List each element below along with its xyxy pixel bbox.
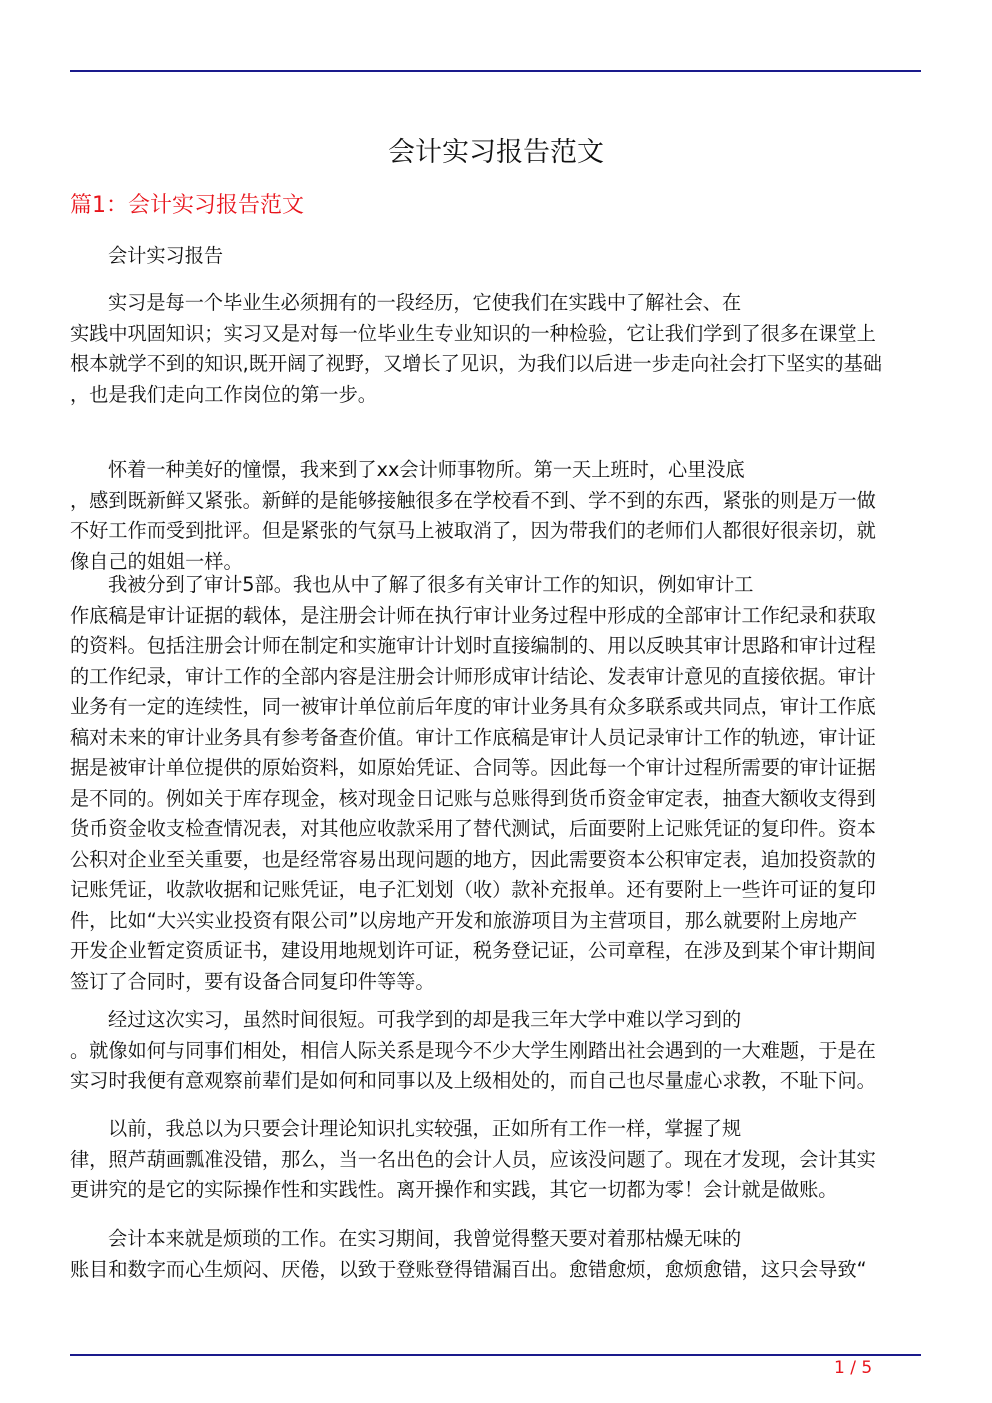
text-line: 经过这次实习，虽然时间很短。可我学到的却是我三年大学中难以学习到的 [108, 1008, 742, 1031]
document-title: 会计实习报告范文 [388, 137, 604, 168]
text-line: 根本就学不到的知识,既开阔了视野，又增长了见识，为我们以后进一步走向社会打下坚实的基础 [70, 352, 882, 375]
text-line: 像自己的姐姐一样。 [70, 549, 243, 573]
text-line: 不好工作而受到批评。但是紧张的气氛马上被取消了，因为带我们的老师们人都很好很亲切，就 [70, 519, 876, 542]
text-line: 更讲究的是它的实际操作性和实践性。离开操作和实践，其它一切都为零！会计就是做账。 [70, 1178, 838, 1201]
text-line: 稿对未来的审计业务具有参考备查价值。审计工作底稿是审计人员记录审计工作的轨迹，审计证 [70, 725, 876, 749]
paragraph [70, 1005, 916, 1097]
text-line: 公积对企业至关重要，也是经常容易出现问题的地方，因此需要资本公积审定表，追加投资款的 [70, 847, 876, 871]
text-line: 我被分到了审计5部。我也从中了解了很多有关审计工作的知识，例如审计工 [108, 573, 754, 596]
text-line: 会计实习报告 [108, 244, 224, 267]
text-line: 记账凭证，收款收据和记账凭证，电子汇划划（收）款补充报单。还有要附上一些许可证的复印 [70, 878, 876, 901]
text-line: 签订了合同时，要有设备合同复印件等等。 [70, 969, 435, 993]
paragraph [70, 288, 916, 410]
page-number: 1 / 5 [834, 1358, 873, 1378]
header-rule [70, 70, 921, 72]
section-heading: 篇1：会计实习报告范文 [70, 193, 304, 218]
text-line: 账目和数字而心生烦闷、厌倦，以致于登账登得错漏百出。愈错愈烦，愈烦愈错，这只会导致“ [70, 1257, 867, 1281]
text-line: ，也是我们走向工作岗位的第一步。 [70, 382, 377, 406]
footer-rule [70, 1354, 921, 1356]
text-line: 。就像如何与同事们相处，相信人际关系是现今不少大学生刚踏出社会遇到的一大难题，于是在 [70, 1038, 876, 1062]
text-line: 件，比如“大兴实业投资有限公司”以房地产开发和旅游项目为主营项目，那么就要附上房地产 [70, 908, 858, 932]
text-line: 业务有一定的连续性，同一被审计单位前后年度的审计业务具有众多联系或共同点，审计工作底 [70, 695, 876, 718]
text-line: 实践中巩固知识；实习又是对每一位毕业生专业知识的一种检验，它让我们学到了很多在课堂上 [70, 321, 876, 345]
text-line: 据是被审计单位提供的原始资料，如原始凭证、合同等。因此每一个审计过程所需要的审计证据 [70, 756, 876, 779]
text-line: 作底稿是审计证据的载体，是注册会计师在执行审计业务过程中形成的全部审计工作纪录和获取 [70, 603, 876, 627]
paragraph [70, 241, 916, 272]
paragraph [70, 570, 916, 997]
paragraph [70, 1224, 916, 1285]
text-line: 会计本来就是烦琐的工作。在实习期间，我曾觉得整天要对着那枯燥无味的 [108, 1227, 742, 1250]
paragraph [70, 1114, 916, 1206]
text-line: ，感到既新鲜又紧张。新鲜的是能够接触很多在学校看不到、学不到的东西，紧张的则是万一做 [70, 488, 876, 512]
text-line: 以前，我总以为只要会计理论知识扎实较强，正如所有工作一样，掌握了规 [108, 1117, 742, 1140]
text-line: 的工作纪录，审计工作的全部内容是注册会计师形成审计结论、发表审计意见的直接依据。审计 [70, 664, 876, 688]
text-line: 实习时我便有意观察前辈们是如何和同事以及上级相处的，而自己也尽量虚心求教，不耻下问。 [70, 1069, 876, 1092]
paragraph [70, 455, 916, 577]
text-line: 律，照芦葫画瓢准没错，那么，当一名出色的会计人员，应该没问题了。现在才发现，会计其实 [70, 1147, 876, 1171]
text-line: 是不同的。例如关于库存现金，核对现金日记账与总账得到货币资金审定表，抽查大额收支得到 [70, 786, 876, 810]
text-line: 的资料。包括注册会计师在制定和实施审计计划时直接编制的、用以反映其审计思路和审计过程 [70, 634, 876, 657]
text-line: 货币资金收支检查情况表，对其他应收款采用了替代测试，后面要附上记账凭证的复印件。资本 [70, 817, 876, 840]
text-line: 实习是每一个毕业生必须拥有的一段经历，它使我们在实践中了解社会、在 [108, 291, 742, 314]
text-line: 开发企业暂定资质证书，建设用地规划许可证，税务登记证，公司章程，在涉及到某个审计期间 [70, 939, 876, 962]
text-line: 怀着一种美好的憧憬，我来到了xx会计师事物所。第一天上班时，心里没底 [108, 458, 745, 481]
